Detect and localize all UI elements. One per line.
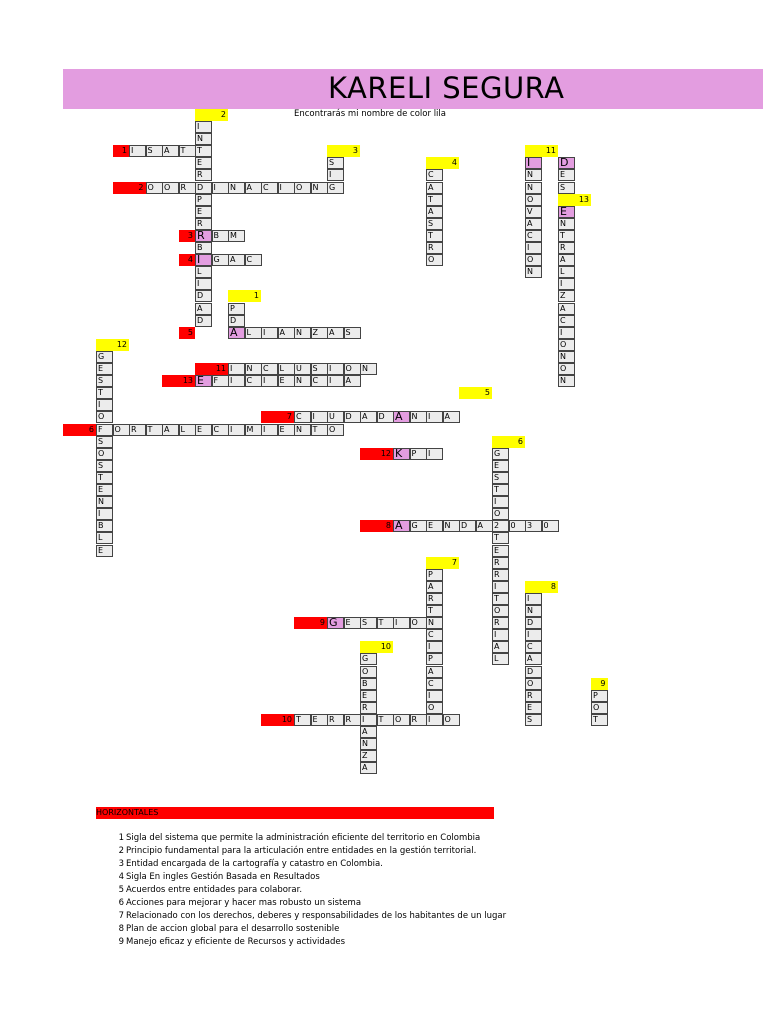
vertical-clue-number: 11 (525, 145, 558, 157)
horizontal-clue-number: 10 (261, 714, 294, 726)
clue-item (96, 923, 576, 936)
crossword-cell[interactable]: O (113, 424, 130, 436)
crossword-cell[interactable]: L (245, 327, 262, 339)
crossword-cell[interactable]: C (525, 230, 542, 242)
horizontal-clue-number: 7 (261, 411, 294, 423)
crossword-cell[interactable]: G (96, 351, 113, 363)
crossword-cell[interactable]: O (525, 678, 542, 690)
vertical-clue-number: 9 (591, 678, 608, 690)
crossword-cell[interactable]: A (393, 520, 410, 532)
crossword-cell[interactable]: O (162, 182, 179, 194)
crossword-cell[interactable]: E (344, 617, 361, 629)
crossword-cell[interactable]: I (327, 363, 344, 375)
crossword-cell[interactable]: I (278, 182, 295, 194)
crossword-cell[interactable]: R (129, 424, 146, 436)
clue-number: 2 (118, 846, 124, 856)
crossword-cell[interactable]: P (426, 653, 443, 665)
crossword-cell[interactable]: D (558, 157, 575, 169)
vertical-clue-number: 7 (426, 557, 459, 569)
crossword-cell[interactable]: A (162, 424, 179, 436)
crossword-cell[interactable]: Z (360, 750, 377, 762)
crossword-cell[interactable]: R (426, 242, 443, 254)
crossword-cell[interactable]: B (212, 230, 229, 242)
crossword-cell[interactable]: A (443, 411, 460, 423)
crossword-cell[interactable]: N (228, 182, 245, 194)
crossword-cell[interactable]: O (426, 702, 443, 714)
crossword-cell[interactable]: T (96, 387, 113, 399)
crossword-cell[interactable]: 0 (542, 520, 559, 532)
clue-text: Acuerdos entre entidades para colaborar. (126, 885, 303, 895)
crossword-cell[interactable]: D (525, 617, 542, 629)
crossword-cell[interactable]: T (426, 605, 443, 617)
crossword-cell[interactable]: N (525, 605, 542, 617)
crossword-cell[interactable]: O (558, 363, 575, 375)
crossword-cell[interactable]: T (558, 230, 575, 242)
crossword-cell[interactable]: R (492, 569, 509, 581)
clue-text: Relacionado con los derechos, deberes y responsabilidades de los habitantes de un lugar (126, 911, 507, 921)
crossword-cell[interactable]: O (426, 254, 443, 266)
crossword-cell[interactable]: B (195, 242, 212, 254)
crossword-cell[interactable]: G (327, 182, 344, 194)
clues-list (96, 832, 576, 949)
crossword-cell[interactable]: D (195, 182, 212, 194)
crossword-cell[interactable]: N (195, 133, 212, 145)
crossword-cell[interactable]: C (294, 411, 311, 423)
crossword-cell[interactable]: N (360, 363, 377, 375)
horizontal-clue-number: 1 (113, 145, 130, 157)
crossword-cell[interactable]: N (525, 182, 542, 194)
crossword-cell[interactable]: D (195, 315, 212, 327)
crossword-cell[interactable]: I (426, 690, 443, 702)
crossword-cell[interactable]: S (96, 436, 113, 448)
crossword-cell[interactable]: R (195, 218, 212, 230)
crossword-cell[interactable]: E (525, 702, 542, 714)
clue-text: Principio fundamental para la articulación entre entidades en la gestión territorial. (126, 846, 477, 856)
crossword-cell[interactable]: G (410, 520, 427, 532)
crossword-cell[interactable]: F (96, 424, 113, 436)
crossword-cell[interactable]: E (96, 484, 113, 496)
crossword-cell[interactable]: I (129, 145, 146, 157)
crossword-cell[interactable]: A (426, 666, 443, 678)
crossword-cell[interactable]: N (525, 266, 542, 278)
clue-number: 4 (118, 872, 124, 882)
horizontal-clue-number: 9 (294, 617, 327, 629)
crossword-cell[interactable]: A (426, 182, 443, 194)
crossword-cell[interactable]: I (195, 121, 212, 133)
crossword-cell[interactable]: O (294, 182, 311, 194)
crossword-cell[interactable]: I (426, 448, 443, 460)
crossword-cell[interactable]: S (311, 363, 328, 375)
clue-item (96, 832, 576, 845)
crossword-cell[interactable]: I (261, 327, 278, 339)
crossword-cell[interactable]: T (426, 194, 443, 206)
crossword-cell[interactable]: C (261, 363, 278, 375)
crossword-cell[interactable]: C (426, 629, 443, 641)
crossword-cell[interactable]: S (558, 182, 575, 194)
crossword-cell[interactable]: T (146, 424, 163, 436)
horizontal-clue-number: 6 (63, 424, 96, 436)
crossword-cell[interactable]: I (195, 278, 212, 290)
crossword-cell[interactable]: O (96, 448, 113, 460)
crossword-cell[interactable]: 3 (525, 520, 542, 532)
crossword-cell[interactable]: R (327, 714, 344, 726)
crossword-cell[interactable]: S (96, 460, 113, 472)
horizontal-clue-number: 4 (179, 254, 196, 266)
clue-item (96, 845, 576, 858)
subtitle-instruction: Encontrarás mi nombre de color lila (294, 109, 446, 119)
clue-item (96, 910, 576, 923)
crossword-cell[interactable]: I (525, 157, 542, 169)
crossword-cell[interactable]: R (360, 702, 377, 714)
crossword-cell[interactable]: E (195, 424, 212, 436)
crossword-cell[interactable]: N (426, 617, 443, 629)
vertical-clue-number: 5 (459, 387, 492, 399)
crossword-cell[interactable]: L (96, 532, 113, 544)
crossword-cell[interactable]: T (96, 472, 113, 484)
crossword-cell[interactable]: T (492, 484, 509, 496)
crossword-cell[interactable]: G (212, 254, 229, 266)
crossword-cell[interactable]: V (525, 206, 542, 218)
crossword-cell[interactable]: I (426, 411, 443, 423)
clue-number: 1 (118, 833, 124, 843)
crossword-cell[interactable]: E (558, 206, 575, 218)
crossword-cell[interactable]: I (492, 581, 509, 593)
vertical-clue-number: 4 (426, 157, 459, 169)
crossword-cell[interactable]: O (327, 424, 344, 436)
crossword-cell[interactable]: P (410, 448, 427, 460)
crossword-cell[interactable]: S (327, 157, 344, 169)
clue-text: Entidad encargada de la cartografía y catastro en Colombia. (126, 859, 383, 869)
crossword-cell[interactable]: C (558, 315, 575, 327)
crossword-cell[interactable]: A (393, 411, 410, 423)
crossword-cell[interactable]: S (96, 375, 113, 387)
crossword-cell[interactable]: N (410, 411, 427, 423)
crossword-cell[interactable]: R (525, 690, 542, 702)
crossword-cell[interactable]: I (228, 424, 245, 436)
crossword-cell[interactable]: E (558, 169, 575, 181)
vertical-clue-number: 3 (327, 145, 360, 157)
vertical-clue-number: 2 (195, 109, 228, 121)
crossword-cell[interactable]: I (96, 399, 113, 411)
crossword-cell[interactable]: I (525, 242, 542, 254)
crossword-cell[interactable]: A (228, 254, 245, 266)
crossword-cell[interactable]: C (261, 182, 278, 194)
crossword-cell[interactable]: L (278, 363, 295, 375)
crossword-cell[interactable]: G (492, 448, 509, 460)
crossword-cell[interactable]: E (426, 520, 443, 532)
crossword-cell[interactable]: S (360, 617, 377, 629)
vertical-clue-number: 1 (228, 290, 261, 302)
horizontal-clue-number: 5 (179, 327, 196, 339)
crossword-cell[interactable]: I (393, 617, 410, 629)
crossword-cell[interactable]: A (344, 375, 361, 387)
crossword-cell[interactable]: T (377, 617, 394, 629)
crossword-cell[interactable]: U (294, 363, 311, 375)
clue-text: Manejo eficaz y eficiente de Recursos y actividades (126, 937, 346, 947)
crossword-cell[interactable]: S (146, 145, 163, 157)
vertical-clue-number: 8 (525, 581, 558, 593)
crossword-cell[interactable]: I (228, 363, 245, 375)
crossword-cell[interactable]: O (492, 508, 509, 520)
clues-header: HORIZONTALES (96, 807, 494, 819)
clue-item (96, 897, 576, 910)
crossword-cell[interactable]: R (410, 714, 427, 726)
crossword-cell[interactable]: L (558, 266, 575, 278)
crossword-cell[interactable]: R (492, 557, 509, 569)
crossword-cell[interactable]: S (525, 714, 542, 726)
clue-text: Acciones para mejorar y hacer mas robusto un sistema (126, 898, 362, 908)
clue-number: 5 (118, 885, 124, 895)
clue-text: Sigla del sistema que permite la administración eficiente del territorio en Colombia (126, 833, 481, 843)
crossword-cell[interactable]: I (261, 424, 278, 436)
crossword-cell[interactable]: O (410, 617, 427, 629)
clue-number: 7 (118, 911, 124, 921)
crossword-cell[interactable]: D (195, 290, 212, 302)
clue-item (96, 936, 576, 949)
crossword-cell[interactable]: A (162, 145, 179, 157)
crossword-cell[interactable]: O (525, 254, 542, 266)
crossword-cell[interactable]: I (525, 593, 542, 605)
crossword-cell[interactable]: N (245, 363, 262, 375)
crossword-cell[interactable]: I (492, 629, 509, 641)
crossword-cell[interactable]: T (492, 593, 509, 605)
crossword-cell[interactable]: P (426, 569, 443, 581)
crossword-cell[interactable]: I (558, 278, 575, 290)
crossword-cell[interactable]: A (525, 218, 542, 230)
crossword-cell[interactable]: N (294, 375, 311, 387)
crossword-cell[interactable]: I (261, 375, 278, 387)
horizontal-clue-number: 8 (360, 520, 393, 532)
crossword-cell[interactable]: E (492, 545, 509, 557)
crossword-cell[interactable]: T (591, 714, 608, 726)
crossword-cell[interactable]: N (558, 375, 575, 387)
clue-item (96, 871, 576, 884)
crossword-cell[interactable]: U (327, 411, 344, 423)
crossword-cell[interactable]: P (195, 194, 212, 206)
crossword-cell[interactable]: E (360, 690, 377, 702)
crossword-cell[interactable]: I (492, 496, 509, 508)
crossword-cell[interactable]: A (476, 520, 493, 532)
crossword-cell[interactable]: C (525, 641, 542, 653)
crossword-cell[interactable]: O (146, 182, 163, 194)
crossword-cell[interactable]: M (228, 230, 245, 242)
clue-text: Plan de accion global para el desarrollo sostenible (126, 924, 340, 934)
crossword-cell[interactable]: A (426, 206, 443, 218)
crossword-cell[interactable]: E (96, 545, 113, 557)
crossword-cell[interactable]: N (311, 182, 328, 194)
crossword-cell[interactable]: L (195, 266, 212, 278)
crossword-cell[interactable]: M (245, 424, 262, 436)
crossword-cell[interactable]: A (360, 411, 377, 423)
crossword-cell[interactable]: I (96, 508, 113, 520)
crossword-cell[interactable]: D (459, 520, 476, 532)
crossword-cell[interactable]: I (426, 641, 443, 653)
crossword-cell[interactable]: T (377, 714, 394, 726)
clue-item (96, 884, 576, 897)
crossword-cell[interactable]: E (195, 157, 212, 169)
crossword-cell[interactable]: O (492, 605, 509, 617)
crossword-cell[interactable]: Z (311, 327, 328, 339)
crossword-cell[interactable]: A (558, 254, 575, 266)
crossword-cell[interactable]: B (360, 678, 377, 690)
crossword-cell[interactable]: I (327, 169, 344, 181)
crossword-cell[interactable]: N (294, 424, 311, 436)
horizontal-clue-number: 11 (195, 363, 228, 375)
crossword-cell[interactable]: N (558, 218, 575, 230)
crossword-cell[interactable]: A (360, 726, 377, 738)
crossword-cell[interactable]: G (360, 653, 377, 665)
crossword-cell[interactable]: F (212, 375, 229, 387)
crossword-cell[interactable]: R (558, 242, 575, 254)
crossword-cell[interactable]: N (96, 496, 113, 508)
crossword-cell[interactable]: E (195, 206, 212, 218)
vertical-clue-number: 12 (96, 339, 129, 351)
crossword-cell[interactable]: D (377, 411, 394, 423)
crossword-cell[interactable]: A (228, 327, 245, 339)
crossword-cell[interactable]: N (525, 169, 542, 181)
crossword-cell[interactable]: C (245, 375, 262, 387)
crossword-cell[interactable]: C (426, 678, 443, 690)
crossword-cell[interactable]: E (278, 375, 295, 387)
crossword-cell[interactable]: R (344, 714, 361, 726)
crossword-cell[interactable]: C (426, 169, 443, 181)
crossword-cell[interactable]: T (492, 532, 509, 544)
crossword-cell[interactable]: C (245, 254, 262, 266)
crossword-cell[interactable]: N (360, 738, 377, 750)
crossword-cell[interactable]: I (426, 714, 443, 726)
crossword-cell[interactable]: I (212, 182, 229, 194)
crossword-cell[interactable]: L (179, 424, 196, 436)
horizontal-clue-number: 12 (360, 448, 393, 460)
clue-item (96, 858, 576, 871)
crossword-cell[interactable]: R (179, 182, 196, 194)
crossword-cell[interactable]: A (278, 327, 295, 339)
crossword-cell[interactable]: I (360, 714, 377, 726)
crossword-cell[interactable]: O (443, 714, 460, 726)
crossword-cell[interactable]: T (294, 714, 311, 726)
crossword-cell[interactable]: T (311, 424, 328, 436)
crossword-cell[interactable]: O (96, 411, 113, 423)
crossword-cell[interactable]: A (492, 641, 509, 653)
crossword-cell[interactable]: O (525, 194, 542, 206)
crossword-cell[interactable]: R (195, 169, 212, 181)
crossword-cell[interactable]: O (558, 339, 575, 351)
horizontal-clue-number: 3 (179, 230, 196, 242)
crossword-cell[interactable]: N (294, 327, 311, 339)
crossword-cell[interactable]: E (311, 714, 328, 726)
clue-number: 3 (118, 859, 124, 869)
clue-number: 6 (118, 898, 124, 908)
crossword-cell[interactable]: I (195, 254, 212, 266)
crossword-cell[interactable]: R (426, 593, 443, 605)
crossword-cell[interactable]: S (492, 472, 509, 484)
vertical-clue-number: 13 (558, 194, 591, 206)
crossword-cell[interactable]: C (311, 375, 328, 387)
crossword-cell[interactable]: A (360, 762, 377, 774)
crossword-cell[interactable]: 0 (509, 520, 526, 532)
crossword-cell[interactable]: G (327, 617, 344, 629)
crossword-cell[interactable]: S (344, 327, 361, 339)
crossword-cell[interactable]: I (311, 411, 328, 423)
crossword-cell[interactable]: E (278, 424, 295, 436)
crossword-cell[interactable]: N (558, 351, 575, 363)
crossword-cell[interactable]: O (344, 363, 361, 375)
crossword-cell[interactable]: A (558, 303, 575, 315)
vertical-clue-number: 6 (492, 436, 525, 448)
crossword-cell[interactable]: I (327, 375, 344, 387)
crossword-cell[interactable]: O (591, 702, 608, 714)
crossword-cell[interactable]: A (426, 581, 443, 593)
crossword-cell[interactable]: O (393, 714, 410, 726)
crossword-cell[interactable]: K (393, 448, 410, 460)
crossword-cell[interactable]: P (591, 690, 608, 702)
crossword-cell[interactable]: I (228, 375, 245, 387)
crossword-cell[interactable]: P (228, 303, 245, 315)
horizontal-clue-number: 13 (162, 375, 195, 387)
crossword-cell[interactable]: I (558, 327, 575, 339)
crossword-cell[interactable]: S (426, 218, 443, 230)
crossword-cell[interactable]: A (245, 182, 262, 194)
crossword-cell[interactable]: B (96, 520, 113, 532)
crossword-cell[interactable]: E (195, 375, 212, 387)
crossword-cell[interactable]: N (443, 520, 460, 532)
crossword-cell[interactable]: I (525, 629, 542, 641)
crossword-cell[interactable]: D (525, 666, 542, 678)
crossword-cell[interactable]: L (492, 653, 509, 665)
crossword-cell[interactable]: C (212, 424, 229, 436)
clue-text: Sigla En ingles Gestión Basada en Resultados (126, 872, 320, 882)
crossword-cell[interactable]: Z (558, 290, 575, 302)
crossword-cell[interactable]: R (492, 617, 509, 629)
horizontal-clue-number: 2 (113, 182, 146, 194)
clue-number: 9 (118, 937, 124, 947)
crossword-cell[interactable]: A (327, 327, 344, 339)
crossword-cell[interactable]: D (344, 411, 361, 423)
crossword-cell[interactable]: O (360, 666, 377, 678)
crossword-cell[interactable]: D (228, 315, 245, 327)
crossword-cell[interactable]: 2 (492, 520, 509, 532)
vertical-clue-number: 10 (360, 641, 393, 653)
crossword-cell[interactable]: R (195, 230, 212, 242)
crossword-cell[interactable]: E (96, 363, 113, 375)
crossword-cell[interactable]: A (195, 303, 212, 315)
crossword-cell[interactable]: E (492, 460, 509, 472)
crossword-cell[interactable]: T (426, 230, 443, 242)
crossword-cell[interactable]: A (525, 653, 542, 665)
crossword-cell[interactable]: T (179, 145, 196, 157)
clue-number: 8 (118, 924, 124, 934)
crossword-cell[interactable]: T (195, 145, 212, 157)
page-title: KARELI SEGURA (328, 71, 565, 105)
